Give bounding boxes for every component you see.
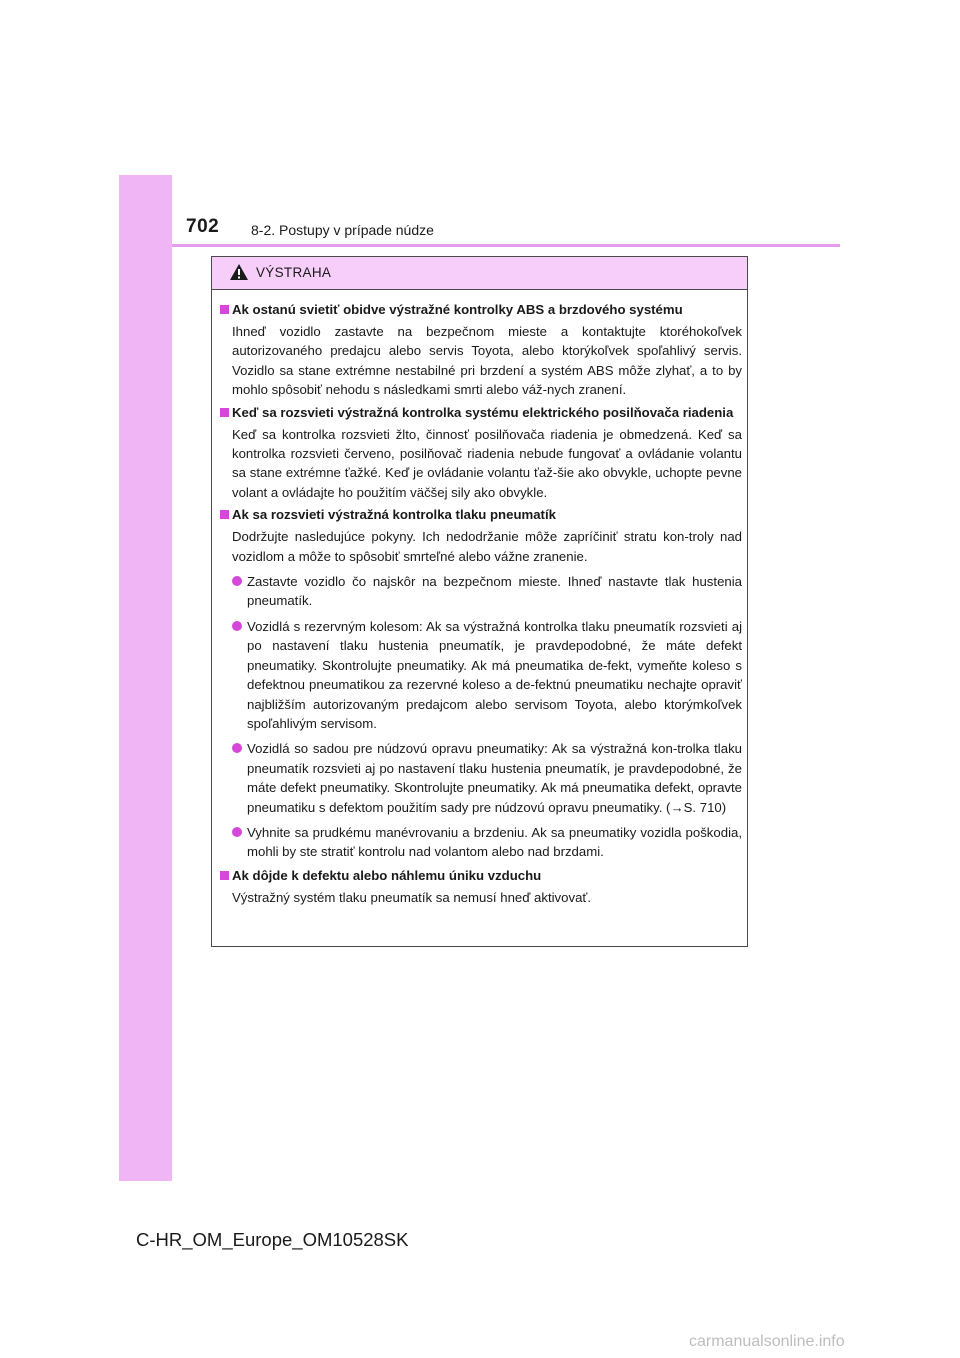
header-divider bbox=[172, 244, 840, 247]
item-text: Keď sa kontrolka rozsvieti žlto, činnosť posilňovača riadenia je obmedzená. Keď sa kontrolka rozsvieti červeno, posilňovač riadenia nebude fungovať a ovládanie volantu sa stane extrémne ťažké. Keď je ovládanie volantu ťaž-šie ako obvykle, uchopte pevne volant a ovládajte ho použitím väčšej sily ako obvykle. bbox=[232, 426, 742, 500]
warning-item-power-steering bbox=[218, 404, 742, 503]
item-heading bbox=[218, 506, 742, 524]
item-heading-text: Ak ostanú svietiť obidve výstražné kontrolky ABS a brzdového systému bbox=[232, 302, 683, 317]
item-text: Ihneď vozidlo zastavte na bezpečnom mieste a kontaktujte ktoréhokoľvek autorizovaného predajcu alebo servis Toyota, alebo ktorýkoľvek spoľahlivý servis. Vozidlo sa stane extrémne nestabilné pri brzdení a systém ABS môže zlyhať, a to by mohlo spôsobiť nehodu s následkami smrti alebo váž-nych zranení. bbox=[232, 324, 742, 398]
warning-item-abs bbox=[218, 301, 742, 400]
warning-body bbox=[212, 290, 747, 907]
item-heading bbox=[218, 404, 742, 422]
item-heading-text: Ak sa rozsvieti výstražná kontrolka tlaku pneumatík bbox=[232, 507, 556, 523]
chapter-side-band bbox=[119, 175, 172, 1181]
list-item bbox=[218, 572, 742, 611]
page-number: 702 bbox=[186, 216, 220, 237]
warning-box bbox=[211, 256, 748, 947]
warning-item-tire-pressure bbox=[218, 506, 742, 862]
circle-bullet-icon bbox=[232, 827, 242, 837]
item-heading bbox=[218, 301, 742, 319]
circle-bullet-icon bbox=[232, 621, 242, 631]
warning-triangle-icon bbox=[229, 263, 249, 281]
square-bullet-icon bbox=[220, 305, 229, 314]
circle-bullet-icon bbox=[232, 576, 242, 586]
list-item bbox=[218, 617, 742, 733]
warning-item-puncture bbox=[218, 867, 742, 907]
item-text: Dodržujte nasledujúce pokyny. Ich nedodržanie môže zapríčiniť stratu kon-troly nad vozidlom a môže to spôsobiť smrteľné alebo vážne zranenie. bbox=[232, 529, 742, 564]
list-item-text: Zastavte vozidlo čo najskôr na bezpečnom mieste. Ihneď nastavte tlak hustenia pneumatík. bbox=[247, 574, 742, 609]
list-item-text: Vozidlá s rezervným kolesom: Ak sa výstražná kontrolka tlaku pneumatík rozsvieti aj po nastavení tlaku hustenia pneumatík, je pravdepodobné, že máte defekt pneumatiky. Skontrolujte pneumatiky. Ak má pneumatika de-fekt, vymeňte koleso s defektnou pneumatikou za rezervné koleso a de-fektnú pneumatiku nechajte opraviť najbližším autorizovaným predajcom alebo servisom Toyota, alebo ktorýmkoľvek spoľahlivým servisom. bbox=[247, 618, 742, 731]
item-text: Výstražný systém tlaku pneumatík sa nemusí hneď aktivovať. bbox=[232, 889, 592, 905]
watermark: carmanualsonline.info bbox=[689, 1333, 845, 1350]
list-item-text: Vyhnite sa prudkému manévrovaniu a brzdeniu. Ak sa pneumatiky vozidla poškodia, mohli by ste stratiť kontrolu nad volantom alebo nad brzdami. bbox=[247, 824, 742, 860]
item-heading-text: Keď sa rozsvieti výstražná kontrolka systému elektrického posilňovača riadenia bbox=[232, 404, 734, 420]
square-bullet-icon bbox=[220, 408, 229, 417]
document-code: C-HR_OM_Europe_OM10528SK bbox=[136, 1229, 409, 1250]
list-item bbox=[218, 739, 742, 817]
section-title: 8-2. Postupy v prípade núdze bbox=[251, 222, 434, 238]
list-item bbox=[218, 823, 742, 862]
list-item-text: Vozidlá so sadou pre núdzovú opravu pneumatiky: Ak sa výstražná kon-trolka tlaku pneumatík rozsvieti aj po nastavení tlaku hustenia pneumatík, je pravdepodobné, že máte defekt pneumatiky. Skontrolujte pneumatiky. Ak má pneumatika defekt, opravte pneumatiku s defektom použitím sady pre núdzovú opravu pneumatiky. (→S. 710) bbox=[247, 741, 742, 815]
square-bullet-icon bbox=[220, 871, 229, 880]
item-heading-text: Ak dôjde k defektu alebo náhlemu úniku vzduchu bbox=[232, 867, 542, 883]
circle-bullet-icon bbox=[232, 743, 242, 753]
warning-title: VÝSTRAHA bbox=[256, 265, 332, 280]
warning-header bbox=[212, 257, 747, 290]
item-heading bbox=[218, 867, 742, 885]
square-bullet-icon bbox=[220, 510, 229, 519]
